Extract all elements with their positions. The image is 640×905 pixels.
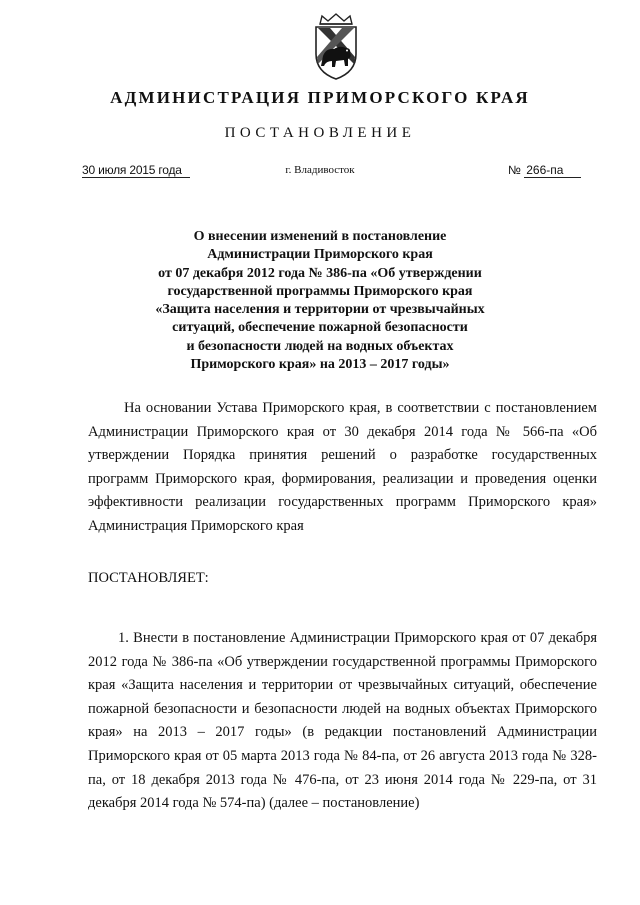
title-line: ситуаций, обеспечение пожарной безопасности [172,320,468,336]
number-value: 266-па [524,163,581,178]
resolve-heading: ПОСТАНОВЛЯЕТ: [88,570,209,586]
coat-of-arms-icon [306,12,366,82]
document-number [508,163,581,177]
title-line: от 07 декабря 2012 года № 386-па «Об утверждении [158,265,482,281]
document-title [120,228,520,374]
title-line: «Защита населения и территории от чрезвычайных [155,302,485,318]
organization-name: АДМИНИСТРАЦИЯ ПРИМОРСКОГО КРАЯ [110,88,530,107]
item-1-paragraph: 1. Внести в постановление Администрации Приморского края от 07 декабря 2012 года № 386-па «Об утверждении государственной программы Приморского края «Защита населения и территории от чрезвычайных ситуаций, обеспечение пожарной безопасности и безопасности людей на водных объектах Приморского края» на 2013 – 2017 годы» (в редакции постановлений Администрации Приморского края от 05 марта 2013 года № 84-па, от 26 августа 2013 года № 328-па, от 18 декабря 2013 года № 476-па, от 23 июня 2014 года № 229-па, от 31 декабря 2014 года № 574-па) (далее – постановление) [88,630,597,812]
number-prefix: № [508,163,521,177]
preamble-paragraph: На основании Устава Приморского края, в соответствии с постановлением Администрации Приморского края от 30 декабря 2014 года № 566-па «Об утверждении Порядка принятия решений о разработке государственных программ Приморского края, формирования, реализации и проведения оценки эффективности реализации государственных программ Приморского края» Администрация Приморского края [88,400,597,534]
document-type: ПОСТАНОВЛЕНИЕ [224,125,416,141]
title-line: О внесении изменений в постановление [193,229,447,244]
title-line: Администрации Приморского края [207,247,433,263]
title-line: государственной программы Приморского края [167,283,473,299]
document-date: 30 июля 2015 года [82,163,190,178]
document-city: г. Владивосток [285,164,355,176]
title-line: Приморского края» на 2013 – 2017 годы» [190,357,450,373]
title-line: и безопасности людей на водных объектах [186,338,454,354]
